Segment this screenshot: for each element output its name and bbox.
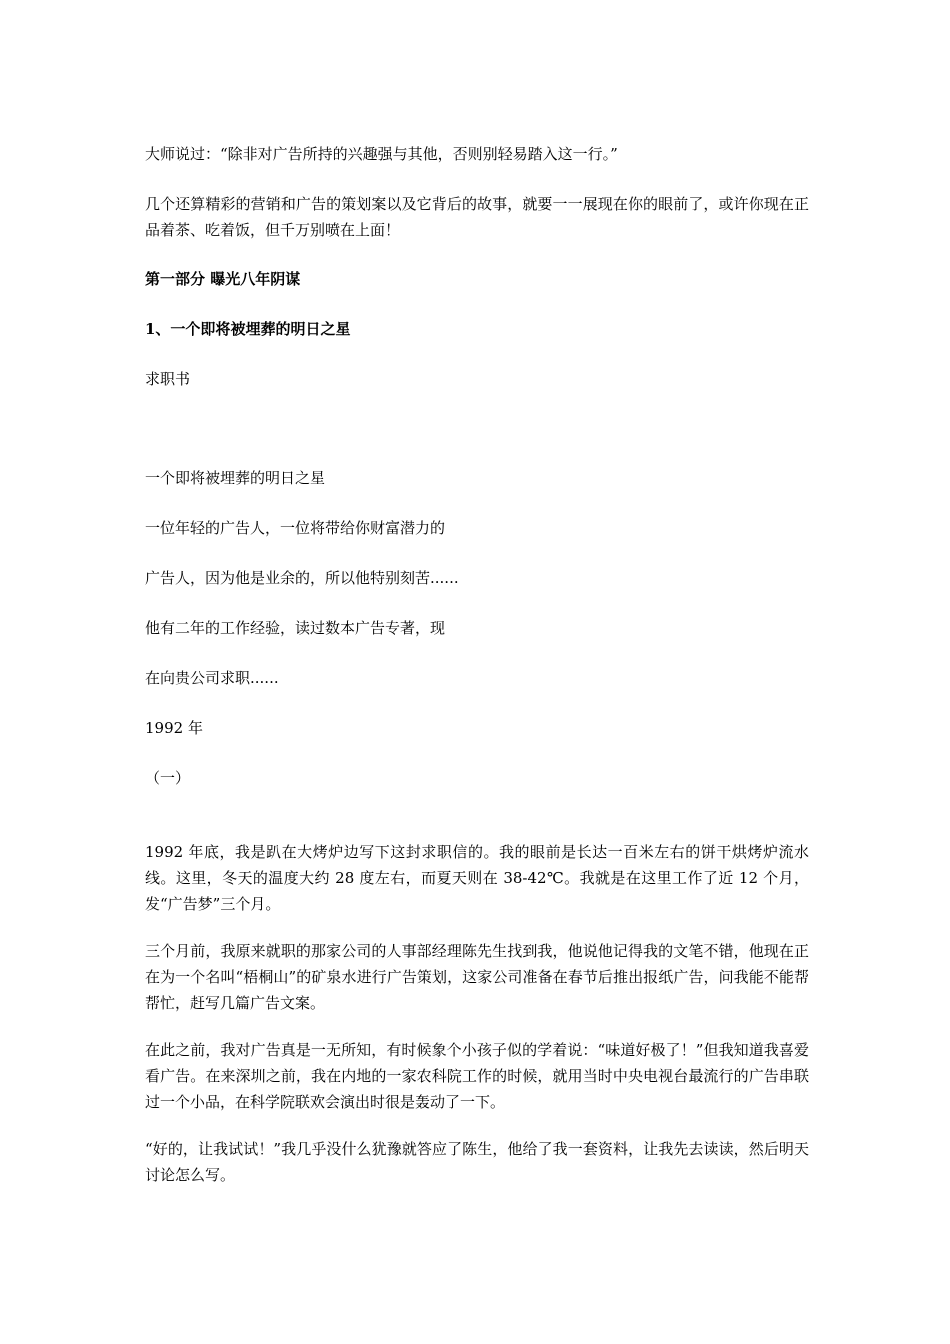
letter-line: 一位年轻的广告人，一位将带给你财富潜力的 bbox=[145, 519, 446, 537]
paragraph-body: 在此之前，我对广告真是一无所知，有时候象个小孩子似的学着说：“味道好极了！”但我知道我喜爱看广告。在来深圳之前，我在内地的一家农科院工作的时候，就用当时中央电视台最流行的广告串联过一个小品，在科学院联欢会演出时很是轰动了一下。 bbox=[145, 1041, 809, 1111]
letter-line: 一个即将被埋葬的明日之星 bbox=[145, 469, 326, 487]
paragraph-body: 三个月前，我原来就职的那家公司的人事部经理陈先生找到我，他说他记得我的文笔不错，他现在正在为一个名叫“梧桐山”的矿泉水进行广告策划，这家公司准备在春节后推出报纸广告，问我能不能帮帮忙，赶写几篇广告文案。 bbox=[145, 942, 809, 1012]
letter-date: 1992 年 bbox=[145, 719, 203, 737]
letter-line: 他有二年的工作经验，读过数本广告专著，现 bbox=[145, 619, 446, 637]
paragraph-body: 1992 年底，我是趴在大烤炉边写下这封求职信的。我的眼前是长达一百米左右的饼干烘烤炉流水线。这里，冬天的温度大约 28 度左右，而夏天则在 38-42℃。我就是在这里工作了近 12 个月，发“广告梦”三个月。 bbox=[145, 843, 809, 913]
paragraph-intro: 几个还算精彩的营销和广告的策划案以及它背后的故事，就要一一展现在你的眼前了，或许你现在正品着茶、吃着饭，但千万别喷在上面！ bbox=[145, 195, 809, 239]
paragraph-quote: 大师说过：“除非对广告所持的兴趣强与其他，否则别轻易踏入这一行。” bbox=[145, 145, 618, 163]
letter-title: 求职书 bbox=[145, 370, 191, 388]
paragraph-body: “好的，让我试试！”我几乎没什么犹豫就答应了陈生，他给了我一套资料，让我先去读读，然后明天讨论怎么写。 bbox=[145, 1140, 809, 1184]
chapter-marker: （一） bbox=[145, 769, 191, 787]
section-heading: 1、一个即将被埋葬的明日之星 bbox=[145, 320, 351, 338]
letter-line: 广告人，因为他是业余的，所以他特别刻苦...... bbox=[145, 569, 459, 587]
part-heading: 第一部分 曝光八年阴谋 bbox=[145, 270, 301, 288]
letter-line: 在向贵公司求职...... bbox=[145, 669, 279, 687]
